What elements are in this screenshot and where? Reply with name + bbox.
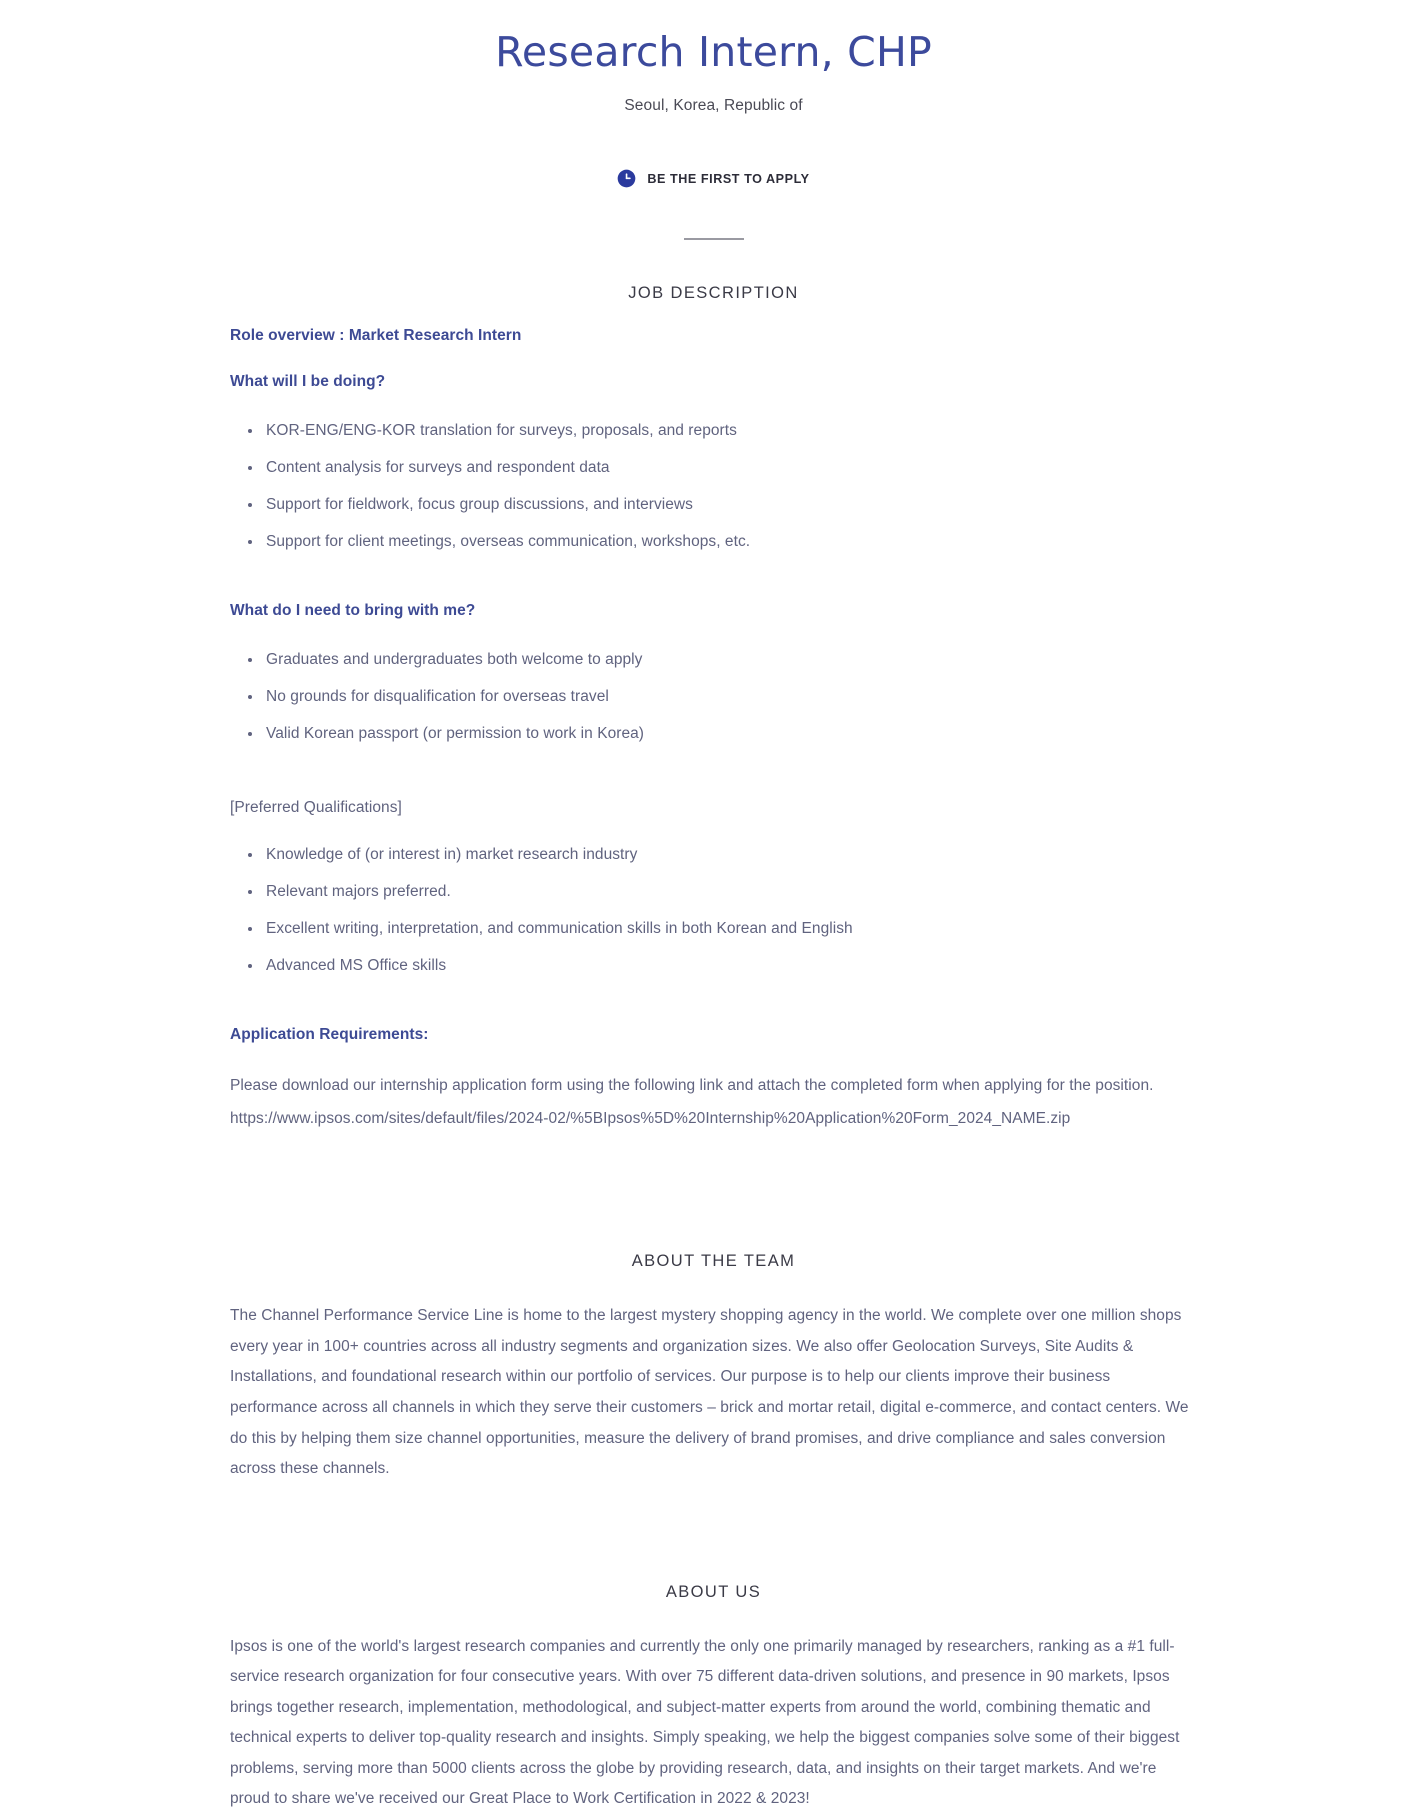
list-item: Graduates and undergraduates both welcome to apply bbox=[266, 648, 1197, 672]
what-doing-list bbox=[230, 419, 1197, 554]
application-requirements-heading: Application Requirements: bbox=[230, 1026, 429, 1044]
preferred-qualifications-label: [Preferred Qualifications] bbox=[230, 799, 402, 817]
be-first-to-apply-badge bbox=[617, 169, 809, 188]
list-item: Content analysis for surveys and respondent data bbox=[266, 456, 1197, 480]
job-header bbox=[0, 26, 1427, 240]
list-item: Relevant majors preferred. bbox=[266, 880, 1197, 904]
application-requirements-text: Please download our internship application form using the following link and attach the completed form when applying for the position. bbox=[230, 1077, 1154, 1095]
what-doing-heading: What will I be doing? bbox=[230, 373, 386, 391]
spacer bbox=[0, 1154, 1427, 1208]
badge-label: BE THE FIRST TO APPLY bbox=[647, 171, 810, 186]
spacer bbox=[0, 1485, 1427, 1539]
job-description-title: JOB DESCRIPTION bbox=[628, 284, 799, 303]
role-overview-heading: Role overview : Market Research Intern bbox=[230, 327, 522, 345]
list-item: Support for fieldwork, focus group discussions, and interviews bbox=[266, 493, 1197, 517]
list-item: Support for client meetings, overseas communication, workshops, etc. bbox=[266, 530, 1197, 554]
clock-icon bbox=[617, 169, 636, 188]
about-us-content bbox=[230, 1632, 1197, 1815]
what-bring-list bbox=[230, 648, 1197, 746]
about-us-section bbox=[0, 1583, 1427, 1815]
about-us-paragraph: Ipsos is one of the world's largest research companies and currently the only one primarily managed by researchers, ranking as a #1 full-service research organization for four consecutive years. With over 75 different data-driven solutions, and presence in 90 markets, Ipsos brings together research, implementation, methodological, and subject-matter experts from around the world, combining thematic and technical experts to deliver top-quality research and insights. Simply speaking, we help the biggest companies solve some of their biggest problems, serving more than 5000 clients across the globe by providing research, data, and insights on their target markets. And we're proud to share we've received our Great Place to Work Certification in 2022 & 2023! bbox=[230, 1637, 1180, 1808]
list-item: Advanced MS Office skills bbox=[266, 954, 1197, 978]
job-description-section bbox=[0, 284, 1427, 1134]
page-title: Research Intern, CHP bbox=[495, 28, 932, 76]
spacer bbox=[230, 1006, 1197, 1026]
divider-line bbox=[684, 238, 744, 240]
header-divider bbox=[0, 238, 1427, 240]
preferred-qualifications-list bbox=[230, 843, 1197, 978]
list-item: No grounds for disqualification for overseas travel bbox=[266, 685, 1197, 709]
what-bring-heading: What do I need to bring with me? bbox=[230, 602, 476, 620]
about-team-content bbox=[230, 1301, 1197, 1484]
list-item: Knowledge of (or interest in) market research industry bbox=[266, 843, 1197, 867]
list-item: Excellent writing, interpretation, and communication skills in both Korean and English bbox=[266, 917, 1197, 941]
list-item: KOR-ENG/ENG-KOR translation for surveys, proposals, and reports bbox=[266, 419, 1197, 443]
spacer bbox=[230, 774, 1197, 794]
job-location: Seoul, Korea, Republic of bbox=[624, 97, 803, 115]
badge-row bbox=[0, 169, 1427, 188]
about-us-title: ABOUT US bbox=[665, 1582, 762, 1601]
about-team-paragraph: The Channel Performance Service Line is home to the largest mystery shopping agency in the world. We complete over one million shops every year in 100+ countries across all industry segments and organization sizes. We also offer Geolocation Surveys, Site Audits & Installations, and foundational research within our portfolio of services. Our purpose is to help our clients improve their business performance across all channels in which they serve their customers – brick and mortar retail, digital e-commerce, and contact centers. We do this by helping them size channel opportunities, measure the delivery of brand promises, and drive compliance and sales conversion across these channels. bbox=[230, 1307, 1189, 1478]
list-item: Valid Korean passport (or permission to work in Korea) bbox=[266, 722, 1197, 746]
application-form-url[interactable]: https://www.ipsos.com/sites/default/files/2024-02/%5BIpsos%5D%20Internship%20Application%20Form_2024_NAME.zip bbox=[230, 1110, 1071, 1128]
job-description-content bbox=[230, 327, 1197, 1134]
spacer bbox=[230, 582, 1197, 602]
about-team-section bbox=[0, 1252, 1427, 1484]
about-team-title: ABOUT THE TEAM bbox=[631, 1252, 796, 1271]
